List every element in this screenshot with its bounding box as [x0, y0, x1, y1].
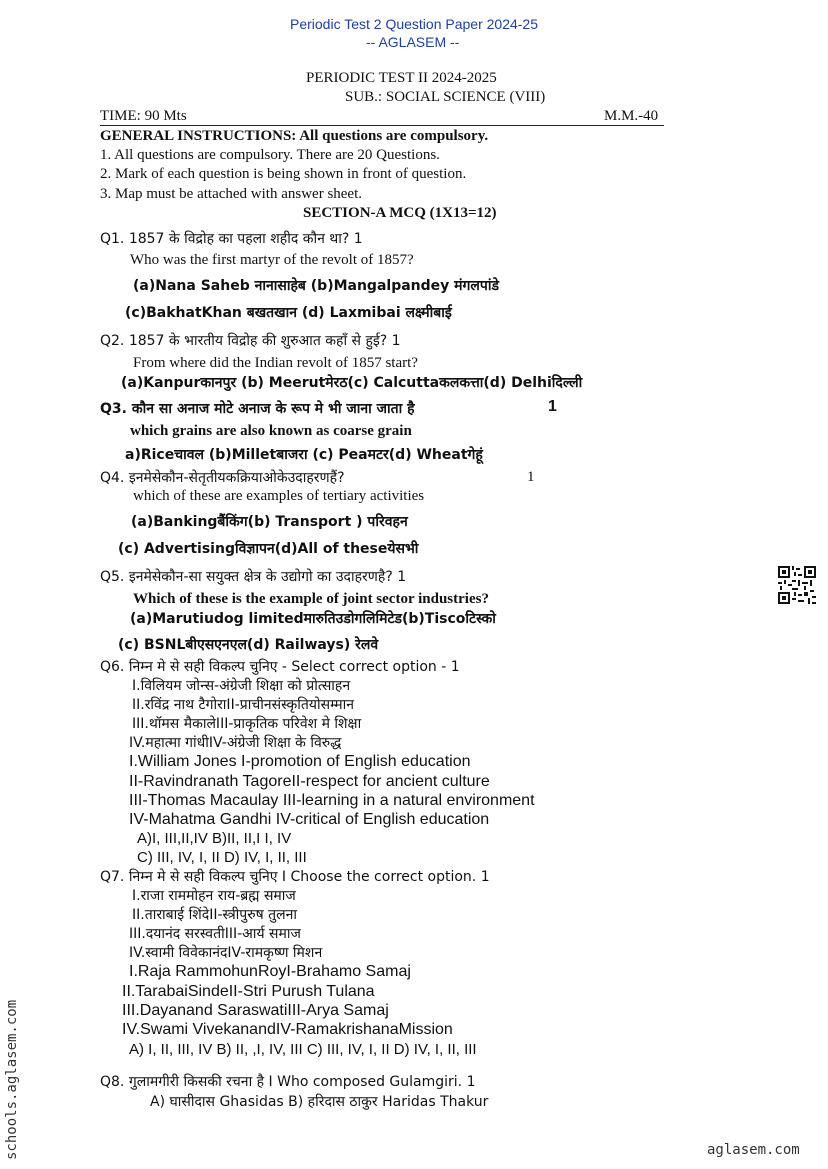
q2-options: (a)Kanpurकानपुर (b) Meerutमेरठ(c) Calcuttaकलकत्ता(d) Delhiदिल्ली [121, 375, 583, 391]
q7-line: II.ताराबाई शिंदेII-स्त्रीपुरुष तुलना [132, 907, 298, 923]
q7-line: IV.Swami VivekanandIV-RamakrishanaMission [122, 1021, 453, 1038]
q6-options-2: C) III, IV, I, II D) IV, I, II, III [137, 849, 307, 866]
q1-hindi: Q1. 1857 के विद्रोह का पहला शहीद कौन था? 1 [100, 231, 363, 247]
q1-options-ab: (a)Nana Saheb नानासाहेब (b)Mangalpandey मंगलपांडे [133, 278, 499, 294]
q5-options-ab: (a)Marutiudog limitedमारुतिउडोगलिमिटेड(b)Tiscoटिस्को [130, 611, 496, 627]
header-source: -- AGLASEM -- [366, 34, 460, 50]
instruction-item: 3. Map must be attached with answer sheet. [100, 186, 363, 202]
q6-line: III.थॉमस मैकालेIII-प्राकृतिक परिवेश मे शिक्षा [132, 716, 362, 732]
instructions-heading: GENERAL INSTRUCTIONS: All questions are compulsory. [100, 128, 489, 144]
q7-options: A) I, II, III, IV B) II, ,I, IV, III C) III, IV, I, II D) IV, I, II, III [129, 1041, 477, 1058]
q4-hindi: Q4. इनमेसेकौन-सेतृतीयकक्रियाओकेउदाहरणहैं? [100, 470, 345, 486]
instruction-item: 2. Mark of each question is being shown in front of question. [100, 166, 467, 182]
q7-line: II.TarabaiSindeII-Stri Purush Tulana [122, 983, 375, 1000]
q1-options-cd: (c)BakhatKhan बखतखान (d) Laxmibai लक्ष्मीबाई [125, 305, 452, 321]
q5-english: Which of these is the example of joint sector industries? [133, 591, 489, 607]
q7-stem: Q7. निम्न मे से सही विकल्प चुनिए I Choose the correct option. 1 [100, 869, 490, 885]
q6-line: I.William Jones I-promotion of English education [129, 753, 471, 770]
q5-options-cd: (c) BSNLबीएसएनएल(d) Railways) रेलवे [118, 637, 379, 653]
footer-site-link[interactable]: aglasem.com [707, 1142, 800, 1158]
paper-time: TIME: 90 Mts [100, 108, 187, 124]
q4-english: which of these are examples of tertiary activities [133, 488, 425, 504]
header-title: Periodic Test 2 Question Paper 2024-25 [290, 16, 539, 32]
qr-code-icon [778, 566, 816, 604]
q6-line: I.विलियम जोन्स-अंग्रेजी शिक्षा को प्रोत्साहन [132, 678, 351, 694]
q5-hindi: Q5. इनमेसेकौन-सा सयुक्त क्षेत्र के उद्योगो का उदाहरणहै? 1 [100, 569, 407, 585]
q3-options: a)Riceचावल (b)Milletबाजरा (c) Peaमटर(d) Wheatगेहूं [125, 447, 483, 463]
instruction-item: 1. All questions are compulsory. There are 20 Questions. [100, 147, 440, 163]
q6-line: IV.महात्मा गांधीIV-अंग्रेजी शिक्षा के विरुद्ध [129, 735, 342, 751]
q6-stem: Q6. निम्न मे से सही विकल्प चुनिए - Select correct option - 1 [100, 659, 460, 675]
q6-line: II-Ravindranath TagoreII-respect for ancient culture [129, 773, 490, 790]
q7-line: I.राजा राममोहन राय-ब्रह्म समाज [132, 888, 296, 904]
q7-line: III.Dayanand SaraswatiIII-Arya Samaj [122, 1002, 389, 1019]
q6-line: II.रविंद्र नाथ टैगोराII-प्राचीनसंस्कृतियोसम्मान [132, 697, 355, 713]
section-a-heading: SECTION-A MCQ (1X13=12) [303, 205, 497, 221]
q2-english: From where did the Indian revolt of 1857 start? [133, 355, 418, 371]
q3-hindi: Q3. कौन सा अनाज मोटे अनाज के रूप मे भी जाना जाता है [100, 401, 415, 417]
q1-english: Who was the first martyr of the revolt of 1857? [130, 252, 414, 268]
q4-options-cd: (c) Advertisingविज्ञापन(d)All of theseयेसभी [118, 541, 419, 557]
q8-options: A) घासीदास Ghasidas B) हरिदास ठाकुर Haridas Thakur [150, 1094, 489, 1110]
q6-line: III-Thomas Macaulay III-learning in a natural environment [129, 792, 535, 809]
q4-mark: 1 [527, 469, 535, 485]
q4-options-ab: (a)Bankingबैंकिंग(b) Transport ) परिवहन [131, 514, 408, 530]
q3-english: which grains are also known as coarse grain [130, 423, 412, 439]
q6-options-1: A)I, III,II,IV B)II, II,I I, IV [137, 830, 292, 847]
paper-marks: M.M.-40 [604, 108, 659, 124]
q2-hindi: Q2. 1857 के भारतीय विद्रोह की शुरुआत कहाँ से हुई? 1 [100, 333, 401, 349]
paper-title: PERIODIC TEST II 2024-2025 [306, 70, 497, 86]
q6-line: IV-Mahatma Gandhi IV-critical of English education [129, 811, 490, 828]
paper-subject: SUB.: SOCIAL SCIENCE (VIII) [345, 89, 546, 105]
header-rule [100, 125, 664, 126]
q7-line: IV.स्वामी विवेकानंदIV-रामकृष्ण मिशन [129, 945, 323, 961]
q7-line: III.दयानंद सरस्वतीIII-आर्य समाज [129, 926, 301, 942]
q8-stem: Q8. गुलामगीरी किसकी रचना है I Who composed Gulamgiri. 1 [100, 1074, 476, 1090]
q7-line: I.Raja RammohunRoyI-Brahamo Samaj [129, 963, 411, 980]
q3-mark: 1 [548, 398, 557, 415]
side-watermark: schools.aglasem.com [4, 999, 20, 1160]
